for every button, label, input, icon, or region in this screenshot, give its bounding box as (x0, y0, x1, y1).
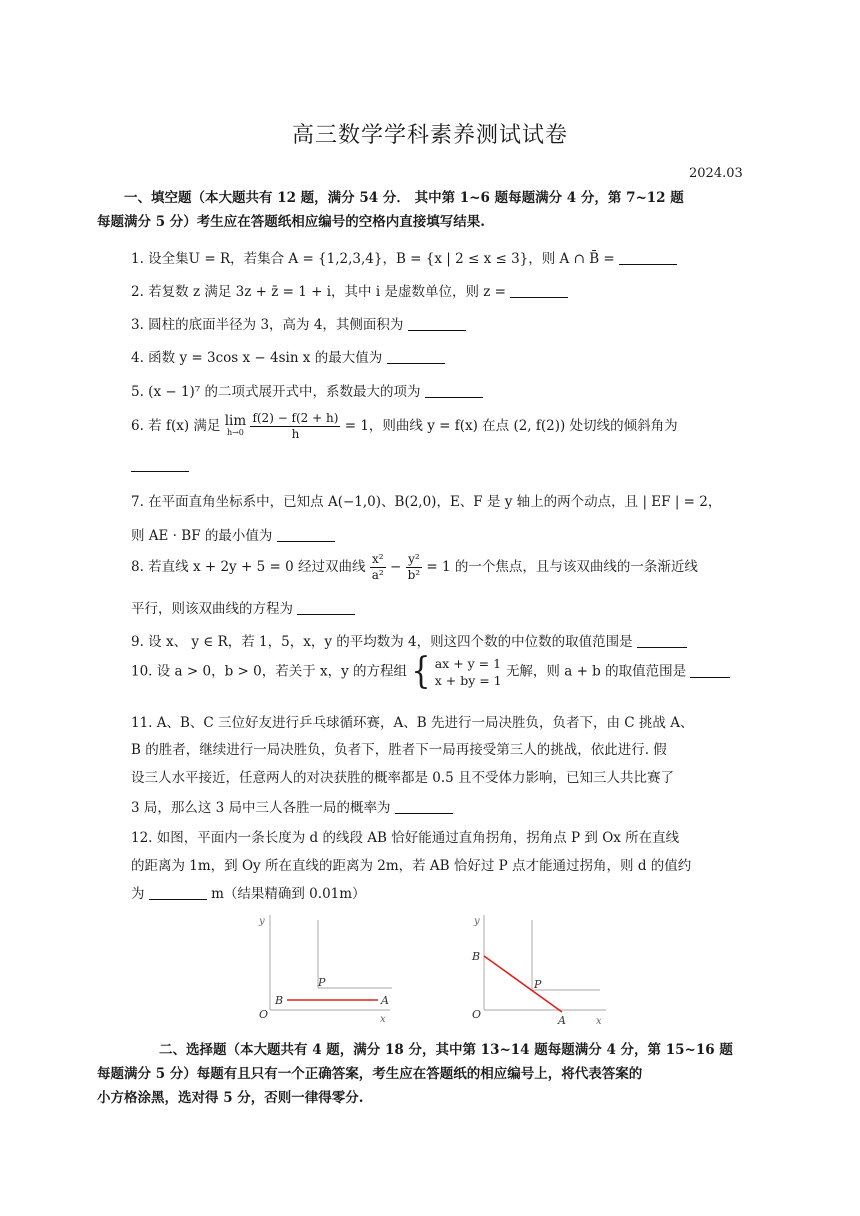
point-b-label: B (472, 950, 481, 963)
question-8-line2 (131, 597, 355, 617)
answer-blank-11[interactable] (395, 800, 453, 814)
section2-heading-line1: 二、选择题（本大题共有 4 题，满分 18 分，其中第 13~14 题每题满分 4 分，第 15~16 题 (159, 1042, 733, 1058)
x-axis-label: x (596, 1016, 602, 1027)
question-6 (131, 411, 678, 442)
fraction-denominator: h (291, 427, 300, 441)
question-9-text: 9. 设 x、 y ∈ R，若 1，5，x，y 的平均数为 4，则这四个数的中位数的取值范围是 (131, 634, 633, 650)
question-6-suffix: = 1，则曲线 y = f(x) 在点 (2, f(2)) 处切线的倾斜角为 (344, 418, 678, 434)
minus-sign: − (390, 559, 402, 575)
question-10 (131, 650, 730, 693)
segment-ab (484, 956, 562, 1012)
x-axis-label: x (380, 1014, 386, 1025)
answer-blank-7[interactable] (277, 528, 335, 542)
point-p-label: P (534, 978, 542, 991)
point-a-label: A (381, 994, 389, 1007)
answer-blank-10[interactable] (690, 664, 730, 678)
equation-system (435, 655, 502, 689)
question-12-suffix: m（结果精确到 0.01m） (211, 886, 366, 902)
question-11-line3: 设三人水平接近，任意两人的对决获胜的概率都是 0.5 且不受体力影响，已知三人共比赛了 (131, 770, 675, 786)
answer-blank-12[interactable] (149, 886, 207, 900)
hyperbola-fraction-y (406, 552, 423, 583)
answer-blank-4[interactable] (387, 350, 445, 364)
answer-blank-1[interactable] (619, 251, 677, 265)
question-5 (131, 380, 483, 400)
origin-label: O (259, 1008, 269, 1021)
question-1-text: 1. 设全集U = R，若集合 A = {1,2,3,4}，B = {x | 2 ≤ x ≤ 3}，则 A ∩ B̄ = (131, 251, 615, 267)
question-12-prefix: 为 (131, 886, 145, 902)
section2-heading-line3: 小方格涂黑，选对得 5 分，否则一律得零分. (97, 1090, 364, 1106)
fraction-numerator: x² (370, 552, 386, 568)
question-5-text: 5. (x − 1)⁷ 的二项式展开式中，系数最大的项为 (131, 384, 421, 400)
answer-blank-9[interactable] (637, 634, 687, 648)
question-3-text: 3. 圆柱的底面半径为 3，高为 4，其侧面积为 (131, 317, 404, 333)
question-1 (131, 247, 677, 267)
section2-heading-line2: 每题满分 5 分）每题有且只有一个正确答案，考生应在答题纸的相应编号上，将代表答案的 (97, 1066, 643, 1082)
question-10-suffix: 无解，则 a + b 的取值范围是 (505, 663, 687, 680)
y-axis-label: y (259, 916, 265, 927)
question-4-text: 4. 函数 y = 3cos x − 4sin x 的最大值为 (131, 350, 383, 366)
question-9 (131, 630, 687, 650)
question-2-text: 2. 若复数 z 满足 3z + z̄ = 1 + i，其中 i 是虚数单位，则 z = (131, 284, 506, 300)
point-p-label: P (318, 976, 326, 989)
equation-2: x + by = 1 (434, 673, 502, 688)
limit-subscript: h→0 (226, 427, 244, 437)
exam-date: 2024.03 (689, 166, 743, 181)
question-7-line2 (131, 524, 335, 544)
question-11-text: 3 局，那么这 3 局中三人各胜一局的概率为 (131, 800, 391, 816)
question-8-line1 (131, 552, 698, 583)
question-10-prefix: 10. 设 a > 0，b > 0，若关于 x，y 的方程组 (131, 663, 408, 680)
answer-blank-6[interactable] (131, 458, 189, 472)
answer-blank-3[interactable] (408, 317, 466, 331)
question-2 (131, 280, 568, 300)
figure-right (466, 910, 616, 1030)
fraction-numerator: y² (406, 552, 423, 568)
question-6-answer-line (131, 458, 189, 474)
fraction-denominator: a² (371, 568, 384, 582)
answer-blank-8[interactable] (297, 601, 355, 615)
point-a-label: A (558, 1014, 566, 1027)
section1-heading-line2: 每题满分 5 分）考生应在答题纸相应编号的空格内直接填写结果. (97, 214, 485, 230)
limit-label: lim (224, 412, 247, 429)
question-12-line3 (131, 882, 366, 902)
question-11-line2: B 的胜者，继续进行一局决胜负，负者下，胜者下一局再接受第三人的挑战，依此进行. 假 (131, 742, 667, 758)
y-axis-label: y (474, 916, 480, 927)
question-8-prefix: 8. 若直线 x + 2y + 5 = 0 经过双曲线 (131, 559, 366, 575)
hyperbola-fraction-x (370, 552, 386, 583)
limit-notation (224, 412, 247, 439)
answer-blank-2[interactable] (510, 284, 568, 298)
answer-blank-5[interactable] (425, 384, 483, 398)
question-12-line1: 12. 如图，平面内一条长度为 d 的线段 AB 恰好能通过直角拐角，拐角点 P 到 Ox 所在直线 (131, 830, 680, 846)
question-12-line2: 的距离为 1m，到 Oy 所在直线的距离为 2m，若 AB 恰好过 P 点才能通过拐角，则 d 的值约 (131, 858, 692, 874)
question-8-text: 平行，则该双曲线的方程为 (131, 601, 293, 617)
question-6-prefix: 6. 若 f(x) 满足 (131, 418, 221, 434)
question-6-fraction (250, 411, 340, 442)
question-11-line1: 11. A、B、C 三位好友进行乒乓球循环赛，A、B 先进行一局决胜负，负者下，由 C 挑战 A、 (131, 715, 694, 731)
figure-left (250, 910, 400, 1030)
section1-heading-line1: 一、填空题（本大题共有 12 题，满分 54 分． 其中第 1~6 题每题满分 4 分，第 7~12 题 (124, 190, 684, 206)
fraction-numerator: f(2) − f(2 + h) (252, 411, 339, 425)
fraction-denominator: b² (407, 568, 421, 582)
question-11-line4 (131, 796, 453, 816)
question-7-text: 则 AE · BF 的最小值为 (131, 528, 273, 544)
question-7-line1: 7. 在平面直角坐标系中，已知点 A(−1,0)、B(2,0)，E、F 是 y 轴上的两个动点，且 | EF | = 2， (131, 494, 722, 510)
page-title: 高三数学学科素养测试试卷 (291, 123, 568, 148)
point-b-label: B (275, 994, 284, 1007)
question-8-suffix: = 1 的一个焦点，且与该双曲线的一条渐近线 (426, 559, 698, 575)
question-4 (131, 346, 445, 366)
equation-system-brace: { (411, 650, 431, 693)
question-3 (131, 313, 466, 333)
origin-label: O (472, 1008, 482, 1021)
equation-1: ax + y = 1 (434, 656, 502, 671)
